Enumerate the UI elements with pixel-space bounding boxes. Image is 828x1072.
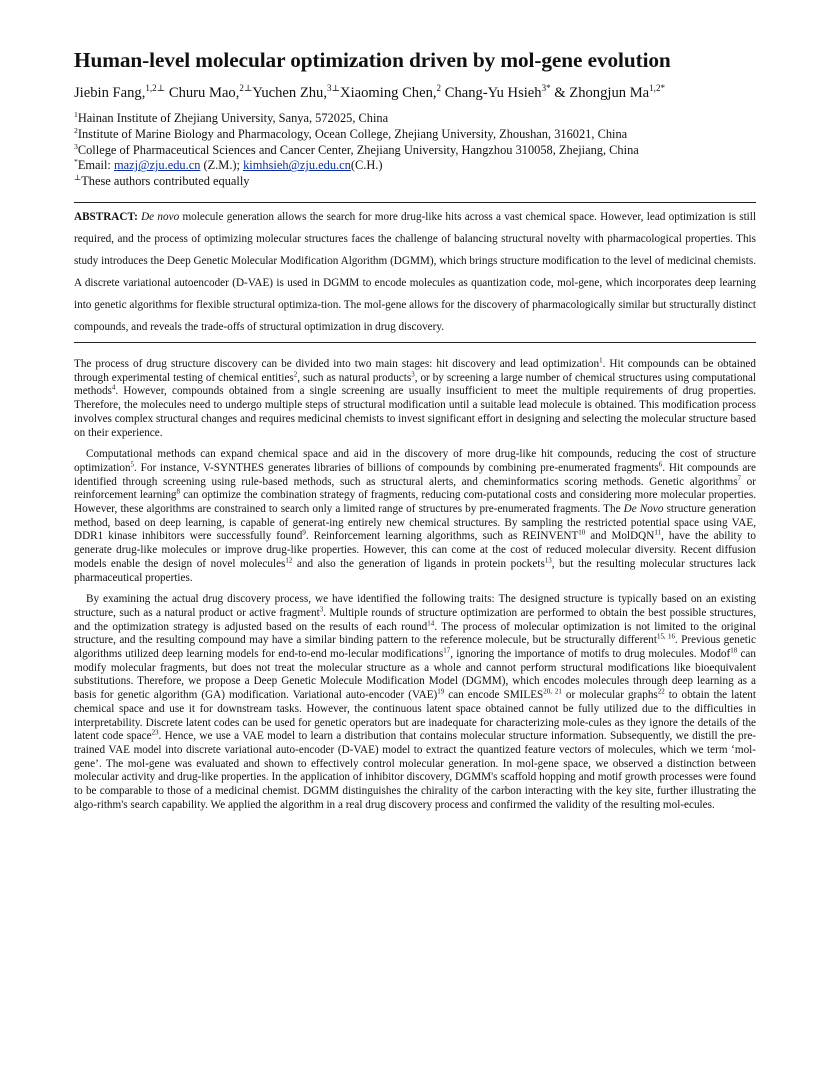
text-run: , such as natural products	[297, 371, 412, 384]
affiliation-2	[74, 127, 756, 143]
abstract-italic-lead: De novo	[137, 210, 180, 223]
author-affiliation-mark: 2⊥	[239, 83, 253, 94]
citation-ref: 12	[285, 556, 293, 565]
affiliation-3	[74, 143, 756, 159]
citation-ref: 11	[654, 528, 662, 537]
author-affiliation-mark: 1,2*	[649, 83, 665, 94]
text-run: The process of drug structure discovery can be divided into two main stages: hit discovery and lead optimization	[74, 357, 600, 370]
author-affiliation-mark: 1,2⊥	[145, 83, 166, 94]
abstract-text: molecule generation allows the search for more drug-like hits across a vast chemical space. However, lead optimization is still required, and the process of optimizing molecular structures faces the challenge of balancing structural novelty with pharmacological properties. This study introduces the Deep Genetic Molecular Modification Algorithm (DGMM), which brings structure modification to the level of medicinal chemists. A discrete variational autoencoder (D-VAE) is used in DGMM to encode molecules as quantization code, mol-gene, which incorporates deep learning into genetic algorithms for flexible structural optimiza-tion. The mol-gene allows for the discovery of pharmacologically similar but structurally distinct compounds, and reveals the trade-offs of structural optimization in drug discovery.	[74, 210, 756, 333]
text-run: . For instance, V-SYNTHES generates libraries of billions of compounds by combining pre-enumerated fragments	[134, 461, 659, 474]
citation-ref: 1	[599, 356, 603, 365]
abstract-label: ABSTRACT:	[74, 210, 138, 223]
text-run: can optimize the combination strategy of fragments, reducing com-putational costs and considering more molecular properties. However, these algorithms are constrained to search only a limited range of structures by pre-enumerated fragments. The	[74, 489, 756, 516]
equal-contribution-text: These authors contributed equally	[81, 174, 250, 189]
citation-ref: 17	[443, 646, 451, 655]
email-label: Email:	[77, 158, 114, 173]
affiliation-mark: 1	[74, 110, 78, 120]
italic-term: De Novo	[623, 503, 664, 516]
email-link-kimhsieh[interactable]: kimhsieh@zju.edu.cn	[243, 158, 351, 173]
affiliation-text: College of Pharmaceutical Sciences and Cancer Center, Zhejiang University, Hangzhou 310058, Zhejiang, China	[77, 142, 639, 157]
body-text	[74, 358, 756, 813]
citation-ref: 13	[544, 556, 552, 565]
text-run: can modify molecular fragments, but does not treat the molecular structure as a whole and cannot perform structural modifications like bioequivalent substitutions. Therefore, we propose a Deep Genetic Molecule Modification Model (DGMM), which encodes molecules through deep learning as a basis for genetic algorithm (GA) modification. Variational auto-encoder (VAE)	[74, 648, 756, 702]
citation-ref: 22	[657, 687, 665, 696]
citation-ref: 15, 16	[656, 632, 675, 641]
text-run: and MolDQN	[585, 530, 655, 543]
author-affiliation-mark: 3*	[541, 83, 551, 94]
citation-ref: 8	[176, 487, 180, 496]
text-run: . The process of molecular optimization is not limited to the original structure, and the resulting compound may have a similar binding pattern to the reference molecule, but be structurally different	[74, 620, 756, 647]
text-run: . Hit compounds can be obtained through experimental testing of chemical entities	[74, 357, 756, 384]
text-run: . Hit compounds are identified through screening using rule-based methods, such as structural alerts, and cheminformatics scoring methods. Genetic algorithms	[74, 461, 756, 488]
abstract-box	[74, 202, 756, 343]
text-run: . Reinforcement learning algorithms, such as REINVENT	[305, 530, 579, 543]
text-run: or reinforcement learning	[74, 475, 756, 502]
corresponding-mark: *	[74, 157, 78, 167]
paragraph-1	[74, 358, 756, 440]
author-name: Churu Mao,	[165, 85, 240, 101]
paragraph-2	[74, 448, 756, 585]
citation-ref: 6	[658, 460, 663, 469]
author-name: & Zhongjun Ma	[550, 85, 650, 101]
citation-ref: 19	[437, 687, 445, 696]
text-run: . Hence, we use a VAE model to learn a distribution that contains molecular structure information. Subsequently, we distill the pre-trained VAE model into discrete variational auto-encoder (D-VAE) model to extract the quantized feature vectors of molecules, which we term ‘mol-gene’. The mol-gene was evaluated and shown to effectively control molecular generation. In mol-gene space, we observed a distinction between molecular activity and drug-like properties. In the application of inhibitor discovery, DGMM's scaffold hopping and motif growth processes were found to be comparable to those of a medicinal chemist. DGMM distinguishes the chirality of the carbon interacting with the key site, further illustrating the algo-rithm's search capability. We applied the algorithm in a real drug discovery process and confirmed the validity of the resulting mol-ecules.	[74, 730, 757, 811]
citation-ref: 3	[411, 370, 415, 379]
email-link-mazj[interactable]: mazj@zju.edu.cn	[113, 158, 201, 173]
author-name: Xiaoming Chen,	[340, 85, 437, 101]
author-affiliation-mark: 2	[436, 83, 442, 94]
text-run: , have the ability to generate drug-like molecules or improve drug-like properties. However, this can come at the cost of reduced molecular diversity. Recent diffusion models enable the design of novel molecules	[74, 530, 756, 570]
affiliation-mark: 3	[74, 141, 78, 151]
contact-email	[74, 158, 756, 174]
paper-title: Human-level molecular optimization driven by mol-gene evolution	[74, 48, 671, 72]
citation-ref: 23	[151, 728, 159, 737]
text-run: , ignoring the importance of motifs to drug molecules. Modof	[450, 648, 731, 661]
paragraph-3	[74, 593, 756, 812]
citation-ref: 18	[730, 646, 738, 655]
author-name: Yuchen Zhu,	[252, 85, 327, 101]
text-run: . Previous genetic algorithms utilized deep learning models for end-to-end mo-lecular modifications	[74, 634, 756, 661]
citation-ref: 2	[293, 370, 298, 379]
text-run: or molecular graphs	[561, 689, 658, 702]
email-separator: (Z.M.);	[200, 158, 244, 173]
citation-ref: 20, 21	[543, 687, 562, 696]
email-suffix: (C.H.)	[350, 158, 383, 173]
citation-ref: 7	[737, 474, 742, 483]
text-run: to obtain the latent chemical space and use it for downstream tasks. However, the continuous latent space obtained cannot be fully utilized due to the difficulties in interpretability. Discrete latent codes can be used for genetic operators but are inadequate for characterizing mole-cules as they ignore the details of the latent code space	[74, 689, 757, 743]
citation-ref: 5	[130, 460, 135, 469]
text-run: , or by screening a large number of chemical structures using computational methods	[74, 371, 756, 398]
citation-ref: 4	[111, 383, 116, 392]
equal-contribution-mark: ⊥	[74, 173, 82, 183]
text-run: . Multiple rounds of structure optimization are performed to obtain the best possible structures, and the optimization strategy is adjusted based on the results of each round	[74, 606, 757, 633]
text-run: Computational methods can expand chemical space and aid in the discovery of more drug-like hit compounds, reducing the cost of structure optimization	[74, 448, 756, 474]
text-run: , but the resulting molecular structures lack pharmaceutical properties.	[74, 557, 756, 584]
affiliation-1	[74, 111, 756, 127]
author-name: Jiebin Fang,	[74, 85, 146, 101]
citation-ref: 14	[427, 619, 435, 628]
affiliation-mark: 2	[74, 125, 78, 135]
citation-ref: 10	[578, 528, 586, 537]
citation-ref: 3	[319, 605, 324, 614]
equal-contribution-note	[74, 174, 756, 190]
author-list	[74, 85, 756, 102]
text-run: and also the generation of ligands in protein pockets	[292, 557, 545, 570]
affiliation-text: Institute of Marine Biology and Pharmacology, Ocean College, Zhejiang University, Zhoushan, 316021, China	[77, 126, 628, 141]
text-run: . However, compounds obtained from a single screening are usually insufficient to meet the multiple requirements of drug properties. Therefore, the molecules need to undergo multiple steps of structural modification until a suitable lead molecule is obtained. This modification process involves complex structural changes and requires medicinal chemists to invest significant effort in designing and selecting the molecular structure based on their experience.	[74, 385, 756, 439]
text-run: can encode SMILES	[444, 689, 544, 702]
citation-ref: 9	[302, 528, 306, 537]
text-run: By examining the actual drug discovery process, we have identified the following traits: The designed structure is typically based on an existing structure, such as a natural product or active fragment	[74, 593, 756, 619]
author-affiliation-mark: 3⊥	[327, 83, 341, 94]
author-name: Chang-Yu Hsieh	[441, 85, 542, 101]
affiliation-text: Hainan Institute of Zhejiang University, Sanya, 572025, China	[77, 111, 389, 125]
text-run: structure generation method, based on deep learning, is capable of generat-ing entirely new chemical structures. By sampling the restricted potential space using VAE, DDR1 kinase inhibitors were successfully found	[74, 503, 756, 543]
paper-page	[74, 48, 756, 820]
